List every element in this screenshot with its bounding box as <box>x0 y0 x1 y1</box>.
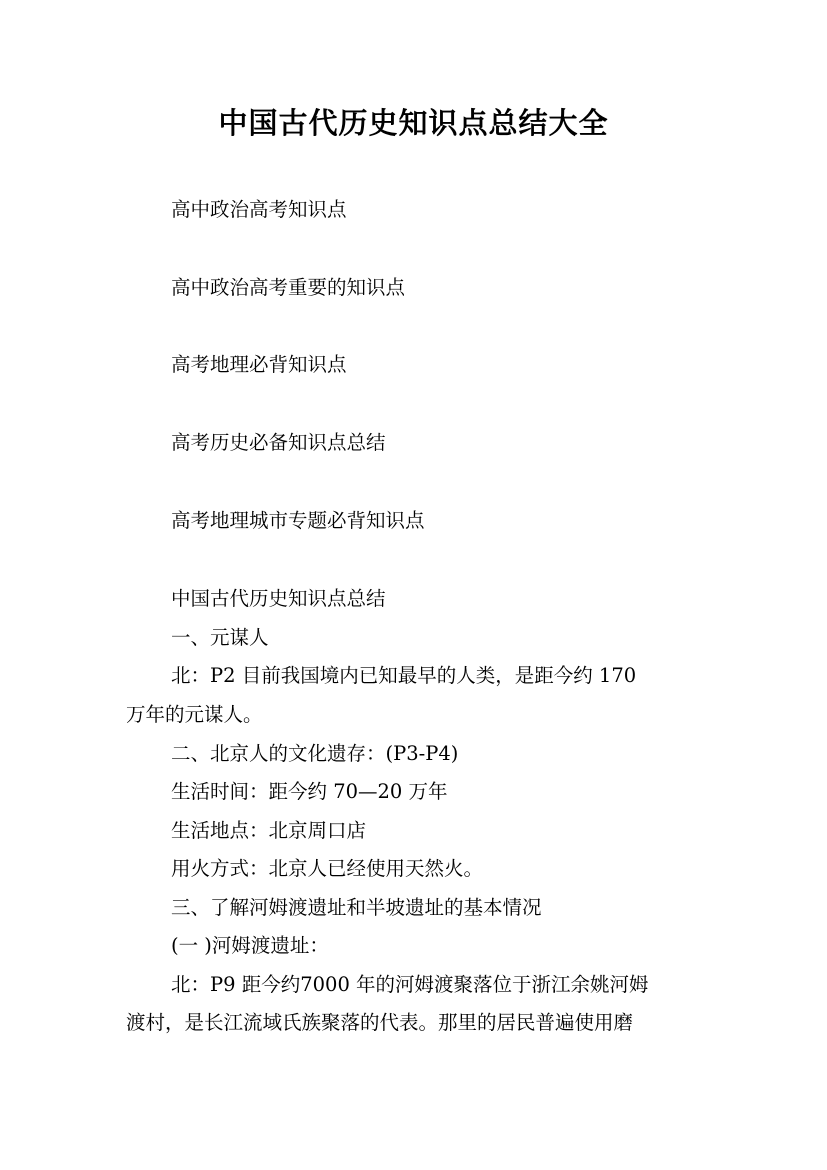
body-heading: 中国古代历史知识点总结 <box>171 587 386 610</box>
paragraph-line: 北：P9 距今约7000 年的河姆渡聚落位于浙江余姚河姆 <box>171 973 649 996</box>
paragraph-line: 万年的元谋人。 <box>126 703 263 726</box>
section-2-title: 二、北京人的文化遗存：(P3-P4) <box>171 742 459 765</box>
paragraph-line: 生活时间：距今约 70—20 万年 <box>171 780 448 803</box>
section-3-subtitle: (一 )河姆渡遗址： <box>171 934 329 957</box>
section-1-title: 一、元谋人 <box>171 626 269 649</box>
section-3-title: 三、了解河姆渡遗址和半坡遗址的基本情况 <box>171 896 542 919</box>
paragraph-line: 北：P2 目前我国境内已知最早的人类，是距今约 170 <box>171 664 637 687</box>
related-link-1[interactable]: 高中政治高考知识点 <box>171 198 347 221</box>
paragraph-line: 渡村，是长江流域氏族聚落的代表。那里的居民普遍使用磨 <box>126 1011 634 1034</box>
related-link-2[interactable]: 高中政治高考重要的知识点 <box>171 276 406 299</box>
related-link-5[interactable]: 高考地理城市专题必背知识点 <box>171 509 425 532</box>
paragraph-line: 生活地点：北京周口店 <box>171 819 367 842</box>
related-link-3[interactable]: 高考地理必背知识点 <box>171 353 347 376</box>
paragraph-line: 用火方式：北京人已经使用天然火。 <box>171 857 484 880</box>
document-title: 中国古代历史知识点总结大全 <box>218 106 609 140</box>
related-link-4[interactable]: 高考历史必备知识点总结 <box>171 431 386 454</box>
